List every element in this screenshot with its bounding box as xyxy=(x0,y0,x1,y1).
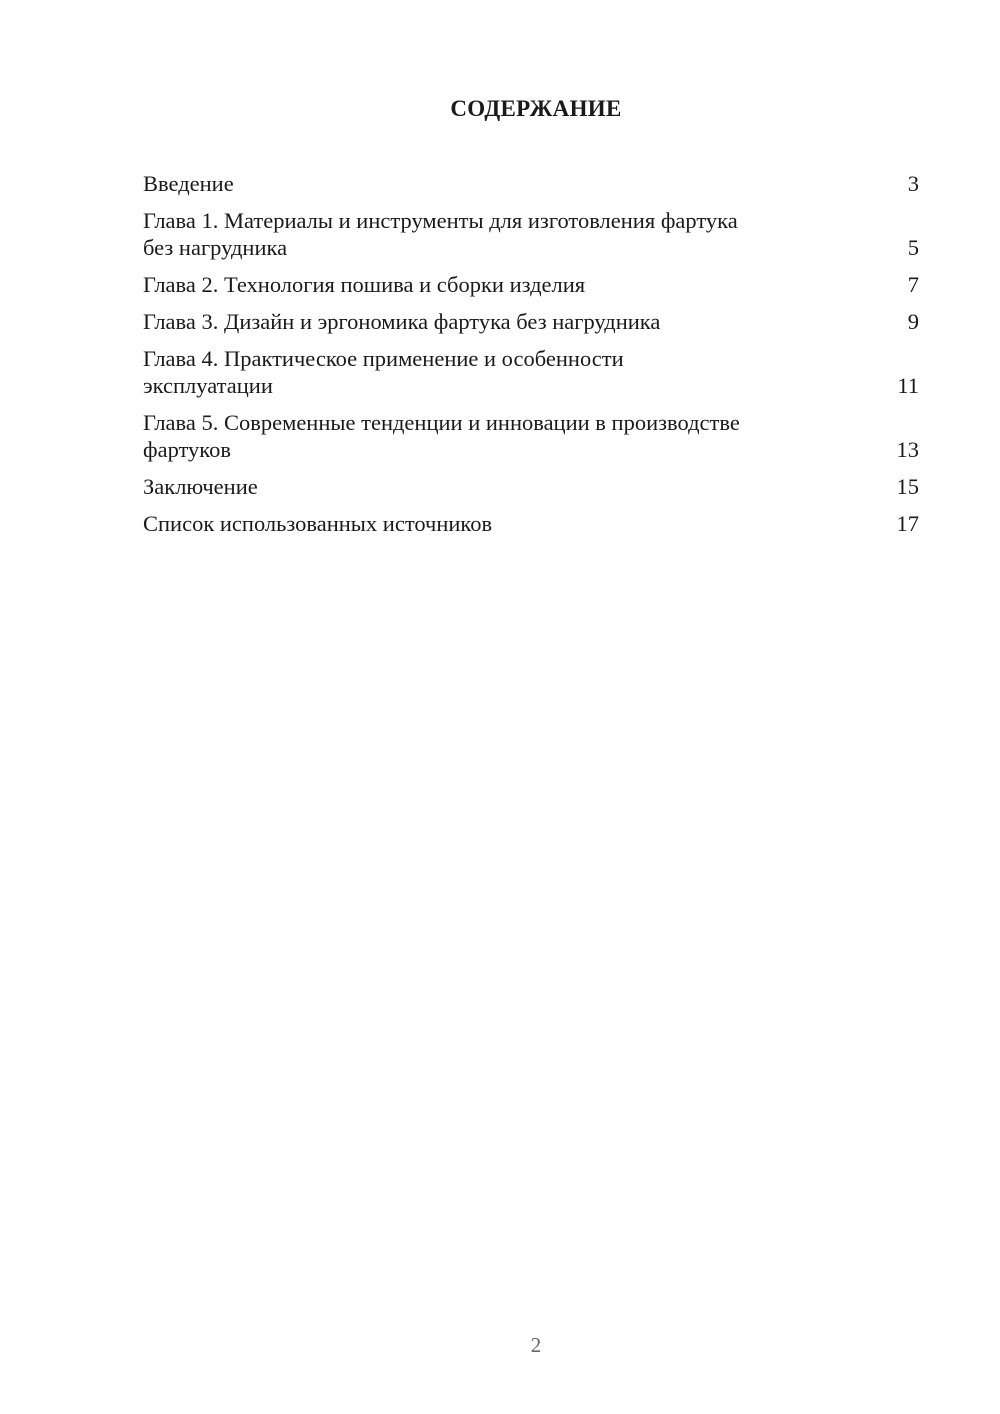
table-of-contents xyxy=(143,170,919,547)
toc-entry-chapter-5 xyxy=(143,409,919,463)
toc-entry-title: Глава 5. Современные тенденции и инновации в производстве фартуков xyxy=(143,410,740,462)
toc-entry-page: 15 xyxy=(896,474,919,499)
toc-entry-title: Список использованных источников xyxy=(143,511,493,536)
toc-entry-title: Глава 3. Дизайн и эргономика фартука без нагрудника xyxy=(143,309,661,334)
toc-entry-title: Глава 1. Материалы и инструменты для изготовления фартука без нагрудника xyxy=(143,208,738,260)
toc-entry-title: Заключение xyxy=(143,474,258,499)
page-title: СОДЕРЖАНИЕ xyxy=(450,96,622,121)
toc-entry-page: 13 xyxy=(896,437,919,462)
toc-entry-title: Глава 2. Технология пошива и сборки изделия xyxy=(143,272,586,297)
toc-entry-page: 9 xyxy=(907,309,919,334)
page-number: 2 xyxy=(530,1333,542,1357)
toc-entry-introduction xyxy=(143,170,919,197)
toc-entry-title: Введение xyxy=(143,171,234,196)
toc-entry-chapter-3 xyxy=(143,308,919,335)
toc-entry-conclusion xyxy=(143,473,919,500)
toc-entry-chapter-4 xyxy=(143,345,919,399)
toc-entry-page: 7 xyxy=(907,272,919,297)
toc-entry-chapter-1 xyxy=(143,207,919,261)
toc-entry-references xyxy=(143,510,919,537)
toc-entry-page: 3 xyxy=(907,171,919,196)
toc-entry-page: 17 xyxy=(896,511,919,536)
toc-entry-chapter-2 xyxy=(143,271,919,298)
toc-entry-page: 11 xyxy=(897,373,919,398)
toc-entry-title: Глава 4. Практическое применение и особенности эксплуатации xyxy=(143,346,624,398)
toc-entry-page: 5 xyxy=(907,235,919,260)
